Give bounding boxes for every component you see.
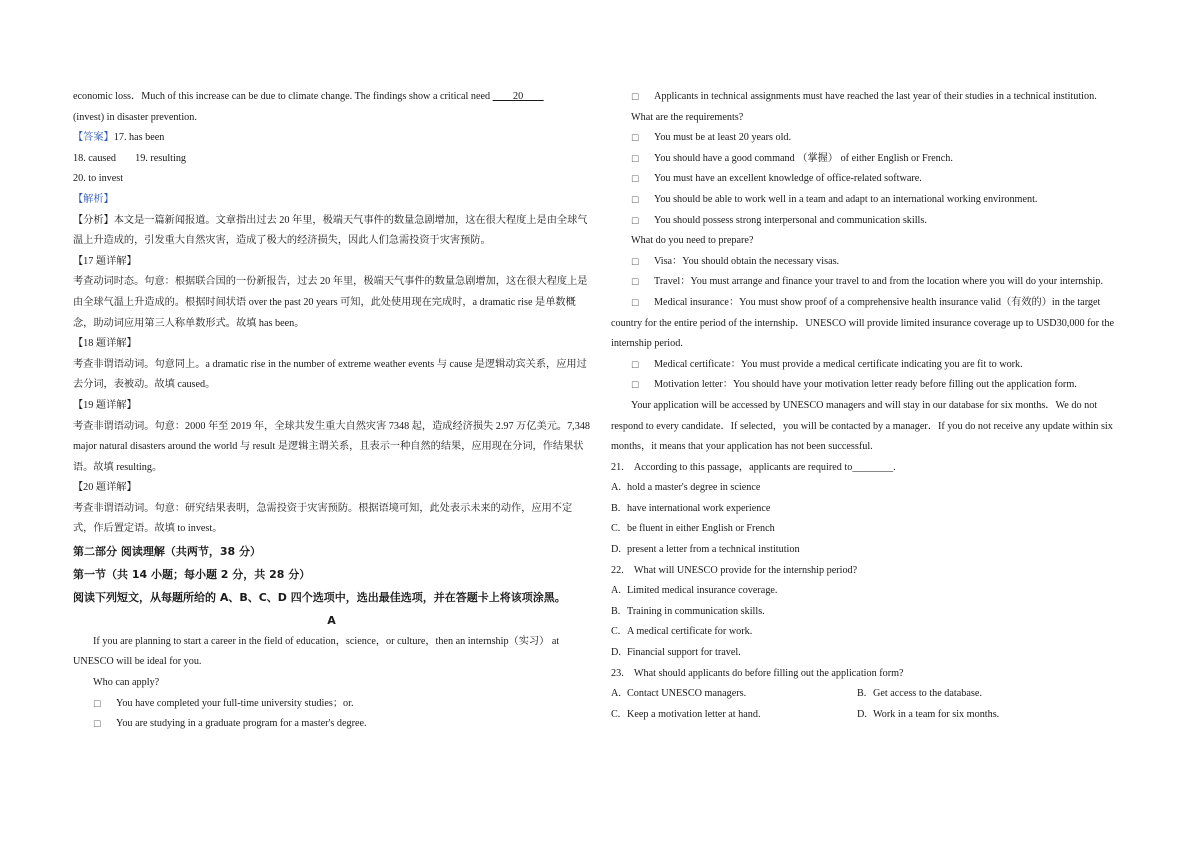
q19-text: 考查非谓语动词。句意：2000 年至 2019 年，全球共发生重大自然灾害 7348 起，造成经济损失 2.97 万亿美元。7,348 major natural disasters around the world 与 result 是逻辑主谓关系，且表示一种自然的结果，应用现在分词，作结果状语。故填 resulting。 (73, 420, 591, 473)
option-text: A medical certificate for work. (627, 626, 753, 638)
question-22: 22. What will UNESCO provide for the internship period? (611, 564, 858, 576)
requirement-text: You should be able to work well in a team and adapt to an international working environment. (654, 193, 1038, 205)
passage-letter: A (327, 614, 336, 628)
option-letter: D. (611, 647, 621, 659)
option-letter: B. (611, 605, 621, 617)
requirement-item (611, 149, 1121, 170)
requirement-item (611, 169, 1121, 190)
checkbox-icon: ☐ (631, 381, 640, 392)
option-text: present a letter from a technical institution (627, 544, 800, 556)
prepare-text: Medical insurance：You must show proof of a comprehensive health insurance valid（有效的）in the target country for the entire period of the internship．UNESCO will provide limited insurance coverage up to USD30,000 for the internship period. (611, 296, 1115, 350)
checkbox-icon: ☐ (631, 257, 640, 268)
option-letter: C. (611, 523, 621, 535)
answer-18: 18. caused (73, 152, 116, 164)
bullet-text: Applicants in technical assignments must have reached the last year of their studies in a technical institution. (654, 91, 1097, 102)
requirement-item (611, 211, 1121, 232)
requirement-item (611, 190, 1121, 211)
q23-option-d (857, 705, 1103, 726)
analysis-label: 【解析】 (73, 193, 114, 205)
q17-text: 考查动词时态。句意：根据联合国的一份新报告，过去 20 年里，极端天气事件的数量急剧增加，这在很大程度上是由全球气温上升造成的。根据时间状语 over the past 20 years 可知，此处使用现在完成时，a dramatic rise 是单数概念，助动词应用第三人称单数形式。故填 has been。 (73, 276, 588, 329)
answer-19: 19. resulting (135, 152, 187, 164)
q18-text: 考查非谓语动词。句意同上。a dramatic rise in the number of extreme weather events 与 cause 是逻辑动宾关系，应用过去分词，表被动。故填 caused。 (73, 358, 587, 391)
requirement-text: You should possess strong interpersonal and communication skills. (654, 214, 927, 226)
option-text: Financial support for travel. (627, 647, 741, 659)
option-text: hold a master's degree in science (627, 482, 761, 494)
intro-text: economic loss．Much of this increase can be due to climate change. The findings show a critical need (73, 91, 491, 102)
checkbox-icon: ☐ (631, 360, 640, 371)
intro-line-2: (invest) in disaster prevention. (73, 111, 197, 123)
passage-paragraph: If you are planning to start a career in the field of education，science，or culture，then an internship（实习） at UNESCO will be ideal for you. (73, 635, 560, 668)
bullet-text: You are studying in a graduate program for a master's degree. (116, 718, 367, 730)
checkbox-icon: ☐ (631, 298, 640, 309)
option-letter: B. (611, 502, 621, 514)
checkbox-icon: ☐ (631, 278, 640, 289)
q23-options-row-1 (611, 684, 1121, 705)
option-text: Work in a team for six months. (873, 708, 1000, 720)
checkbox-icon: ☐ (631, 195, 640, 206)
intro-line (73, 87, 590, 108)
option-text: be fluent in either English or French (627, 523, 775, 535)
q23-options-row-2 (611, 705, 1121, 726)
checkbox-icon: ☐ (631, 216, 640, 227)
instruction: 阅读下列短文，从每题所给的 A、B、C、D 四个选项中，选出最佳选项，并在答题卡上将该项涂黑。 (73, 591, 566, 605)
option-letter: A. (611, 585, 621, 597)
answer-line (73, 128, 590, 149)
prepare-text: Motivation letter：You should have your motivation letter ready before filling out the application form. (654, 379, 1077, 391)
prepare-item (611, 355, 1121, 376)
q18-title: 【18 题详解】 (73, 338, 137, 350)
option-text: Keep a motivation letter at hand. (627, 708, 761, 720)
q22-option-d (611, 643, 1121, 664)
checkbox-icon: ☐ (93, 699, 102, 710)
q21-option-d (611, 540, 1121, 561)
requirement-text: You should have a good command （掌握） of either English or French. (654, 152, 953, 164)
prepare-item (611, 375, 1121, 396)
question-21: 21. According to this passage，applicants are required to________. (611, 461, 896, 473)
checkbox-icon: ☐ (631, 134, 640, 145)
prepare-text: Travel：You must arrange and finance your travel to and from the location where you will do your internship. (654, 276, 1103, 288)
prepare-text: Visa：You should obtain the necessary visas. (654, 255, 840, 267)
q21-option-c (611, 519, 1121, 540)
option-letter: B. (857, 688, 867, 700)
option-text: Contact UNESCO managers. (627, 688, 747, 700)
subsection-title: 第一节（共 14 小题；每小题 2 分，共 28 分） (73, 567, 311, 581)
q22-option-b (611, 602, 1121, 623)
q19-title: 【19 题详解】 (73, 399, 137, 411)
q21-option-b (611, 499, 1121, 520)
checkbox-icon: ☐ (93, 720, 102, 731)
option-letter: C. (611, 708, 621, 720)
q21-option-a (611, 478, 1121, 499)
option-text: have international work experience (627, 502, 771, 514)
blank-20: ____20____ (492, 91, 544, 102)
right-column (611, 87, 1121, 725)
prepare-item (611, 252, 1121, 273)
q23-option-a (611, 684, 857, 705)
closing-paragraph: Your application will be accessed by UNESCO managers and will stay in our database for six months．We do not respond to every candidate．If selected，you will be contacted by a manager．If you do not receive any update within six months，it means that your application has not been successful. (611, 399, 1113, 453)
section-title: 第二部分 阅读理解（共两节，38 分） (73, 545, 261, 559)
option-letter: D. (611, 544, 621, 556)
option-letter: A. (611, 688, 621, 700)
option-letter: C. (611, 626, 621, 638)
checkbox-icon: ☐ (631, 175, 640, 186)
option-letter: A. (611, 482, 621, 494)
prepare-text: Medical certificate：You must provide a medical certificate indicating you are fit to work. (654, 358, 1023, 370)
requirements-title: What are the requirements? (631, 111, 744, 123)
option-text: Limited medical insurance coverage. (627, 585, 778, 597)
prepare-item (611, 293, 1121, 355)
option-text: Get access to the database. (873, 688, 982, 700)
q17-title: 【17 题详解】 (73, 255, 137, 267)
requirement-text: You must have an excellent knowledge of office-related software. (654, 173, 922, 185)
answer-20: 20. to invest (73, 173, 124, 185)
q23-option-b (857, 684, 1103, 705)
question-23: 23. What should applicants do before filling out the application form? (611, 667, 904, 679)
q22-option-c (611, 622, 1121, 643)
answer-label: 【答案】 (73, 132, 114, 144)
prepare-title: What do you need to prepare? (631, 235, 754, 247)
left-column (73, 87, 590, 735)
answer-line-2 (73, 149, 590, 170)
prepare-item (611, 272, 1121, 293)
bullet-item (73, 714, 590, 735)
q20-text: 考查非谓语动词。句意：研究结果表明，急需投资于灾害预防。根据语境可知，此处表示未来的动作，应用不定式，作后置定语。故填 to invest。 (73, 502, 573, 535)
checkbox-icon: ☐ (631, 154, 640, 165)
analysis-text: 【分析】本文是一篇新闻报道。文章指出过去 20 年里，极端天气事件的数量急剧增加，这在很大程度上是由全球气温上升造成的，引发重大自然灾害，造成了极大的经济损失，因此人们急需投资于灾害预防。 (73, 214, 588, 247)
bullet-item (73, 694, 590, 715)
who-can-apply: Who can apply? (93, 677, 160, 689)
requirement-text: You must be at least 20 years old. (654, 132, 792, 144)
checkbox-icon: ☐ (631, 93, 640, 103)
q22-option-a (611, 581, 1121, 602)
option-text: Training in communication skills. (627, 605, 765, 617)
bullet-text: You have completed your full-time university studies；or. (116, 697, 354, 709)
requirement-item (611, 128, 1121, 149)
q23-option-c (611, 705, 857, 726)
bullet-item (611, 87, 1121, 108)
answer-17: 17. has been (113, 132, 165, 144)
option-letter: D. (857, 708, 867, 720)
q20-title: 【20 题详解】 (73, 482, 137, 494)
